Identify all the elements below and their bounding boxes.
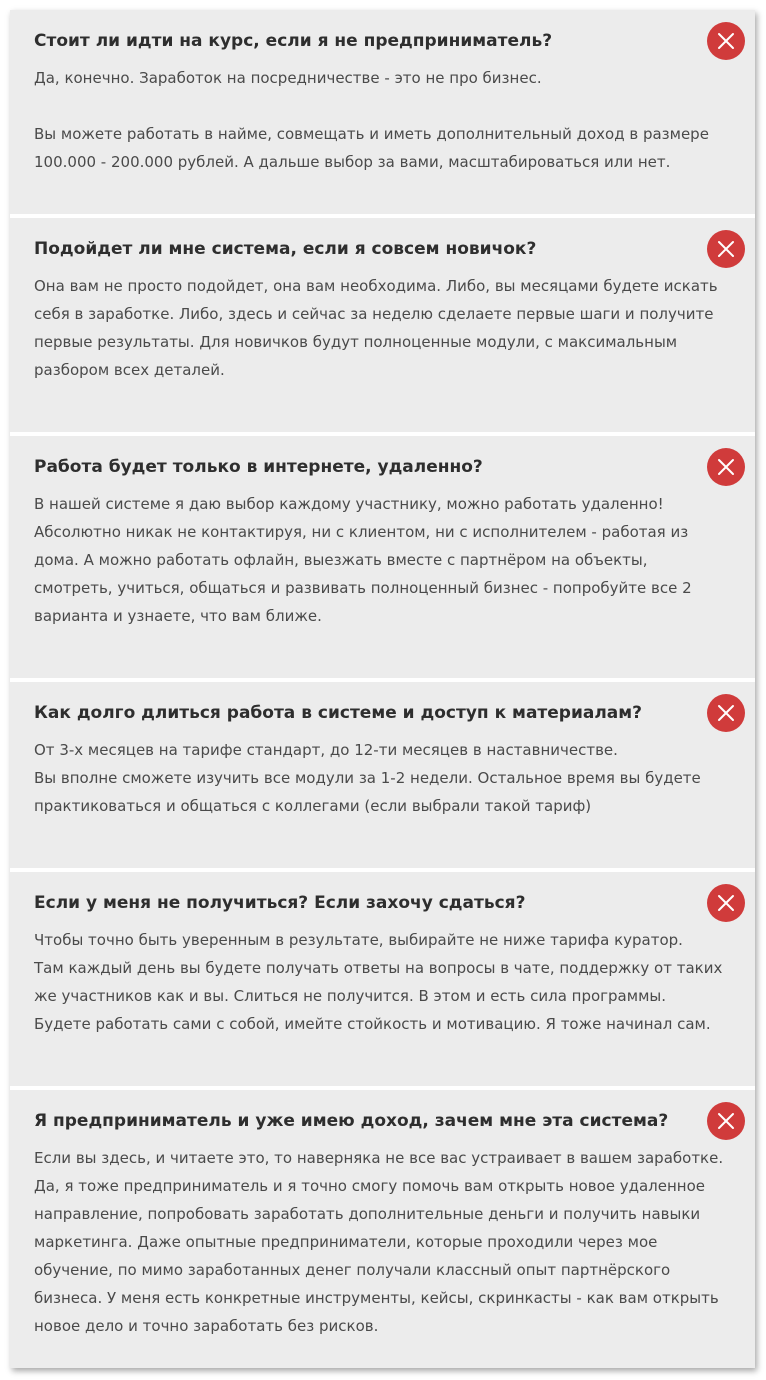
close-icon bbox=[716, 1111, 736, 1131]
close-button[interactable] bbox=[707, 694, 745, 732]
faq-item bbox=[10, 678, 755, 868]
close-icon bbox=[716, 457, 736, 477]
faq-item bbox=[10, 10, 755, 214]
faq-item bbox=[10, 1086, 755, 1368]
close-button[interactable] bbox=[707, 22, 745, 60]
faq-answer: В нашей системе я даю выбор каждому участнику, можно работать удаленно! Абсолютно никак не контактируя, ни с клиентом, ни с исполнителем - работая из дома. А можно работать офлайн, выезжать вместе с партнёром на объекты, смотреть, учиться, общаться и развивать полноценный бизнес - попробуйте все 2 варианта и узнаете, что вам ближе. bbox=[34, 495, 692, 625]
faq-answer: Если вы здесь, и читаете это, то наверняка не все вас устраивает в вашем заработке. Да, я тоже предприниматель и я точно смогу помочь вам открыть новое удаленное направление, попробовать заработать дополнительные деньги и получить навыки маркетинга. Даже опытные предприниматели, которые проходили через мое обучение, по мимо заработанных денег получали классный опыт партнёрского бизнеса. У меня есть конкретные инструменты, кейсы, скринкасты - как вам открыть новое дело и точно заработать без рисков. bbox=[34, 1149, 724, 1335]
faq-question[interactable]: Я предприниматель и уже имею доход, зачем мне эта система? bbox=[34, 1111, 669, 1131]
close-icon bbox=[716, 703, 736, 723]
faq-answer: Чтобы точно быть уверенным в результате, выбирайте не ниже тарифа куратор. Там каждый день вы будете получать ответы на вопросы в чате, поддержку от таких же участников как и вы. Слиться не получится. В этом и есть сила программы. Будете работать сами с собой, имейте стойкость и мотивацию. Я тоже начинал сам. bbox=[34, 931, 723, 1033]
close-button[interactable] bbox=[707, 230, 745, 268]
faq-question[interactable]: Если у меня не получиться? Если захочу сдаться? bbox=[34, 893, 526, 913]
faq-answer: От 3-х месяцев на тарифе стандарт, до 12-ти месяцев в наставничестве. Вы вполне сможете изучить все модули за 1-2 недели. Остальное время вы будете практиковаться и общаться с коллегами (если выбрали такой тариф) bbox=[34, 741, 701, 815]
close-icon bbox=[716, 31, 736, 51]
close-button[interactable] bbox=[707, 884, 745, 922]
faq-item bbox=[10, 432, 755, 678]
faq-question[interactable]: Стоит ли идти на курс, если я не предприниматель? bbox=[34, 31, 553, 51]
faq-item bbox=[10, 868, 755, 1086]
close-icon bbox=[716, 893, 736, 913]
close-button[interactable] bbox=[707, 1102, 745, 1140]
close-icon bbox=[716, 239, 736, 259]
close-button[interactable] bbox=[707, 448, 745, 486]
faq-answer: Она вам не просто подойдет, она вам необходима. Либо, вы месяцами будете искать себя в заработке. Либо, здесь и сейчас за неделю сделаете первые шаги и получите первые результаты. Для новичков будут полноценные модули, с максимальным разбором всех деталей. bbox=[34, 277, 718, 379]
faq-question[interactable]: Как долго длиться работа в системе и доступ к материалам? bbox=[34, 703, 643, 723]
faq-item bbox=[10, 214, 755, 432]
faq-question[interactable]: Подойдет ли мне система, если я совсем новичок? bbox=[34, 239, 537, 259]
faq-question[interactable]: Работа будет только в интернете, удаленно? bbox=[34, 457, 483, 477]
faq-accordion bbox=[10, 10, 755, 1368]
faq-answer: Да, конечно. Заработок на посредничестве - это не про бизнес. Вы можете работать в найме, совмещать и иметь дополнительный доход в размере 100.000 - 200.000 рублей. А дальше выбор за вами, масштабироваться или нет. bbox=[34, 69, 709, 171]
